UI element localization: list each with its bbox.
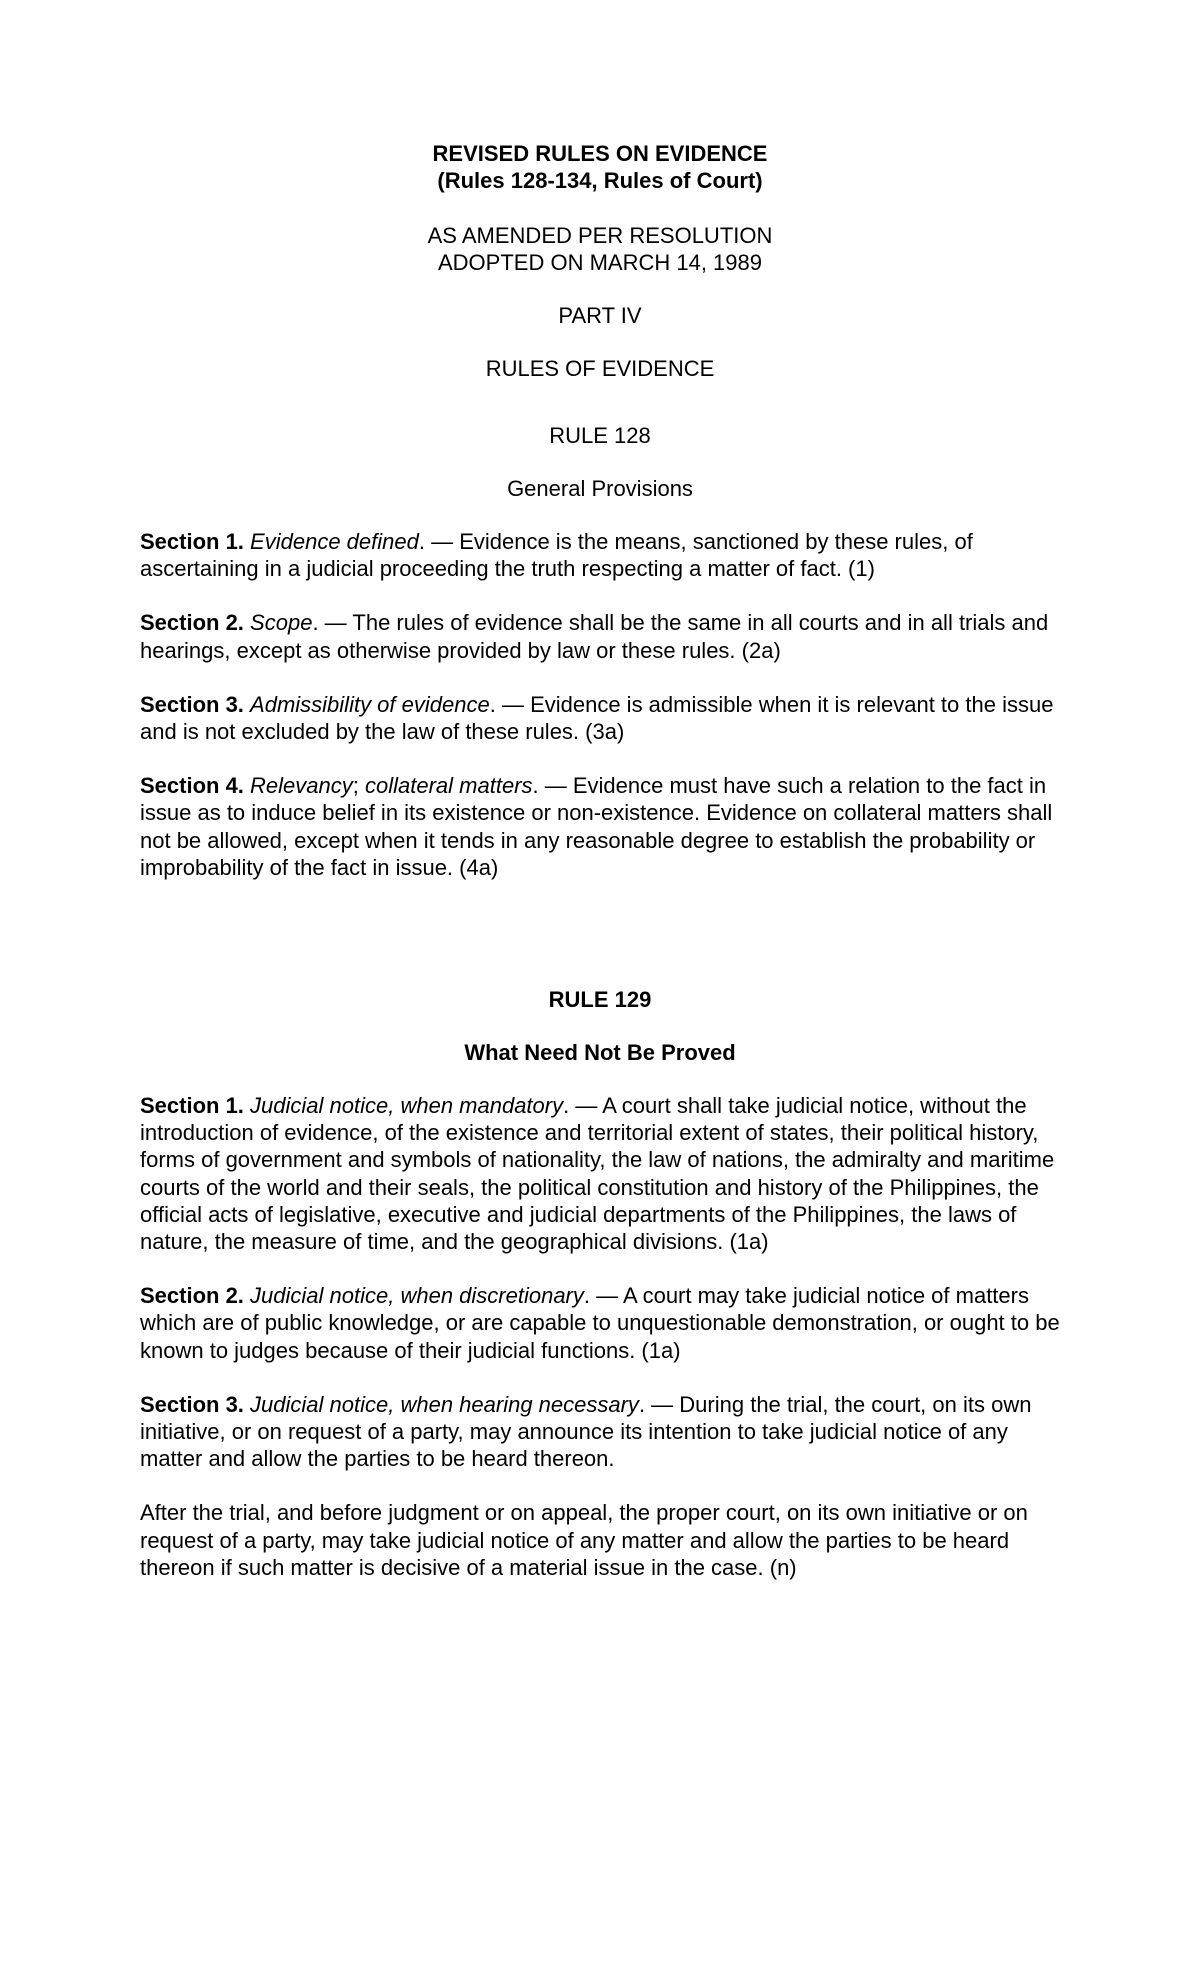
rule-128-section-3 — [140, 691, 1060, 745]
section-title: Scope — [250, 610, 313, 636]
rule-128-section-4 — [140, 772, 1060, 881]
section-dash: . — — [638, 1391, 680, 1417]
section-dash: . — — [563, 1093, 603, 1119]
section-title: Judicial notice, when mandatory — [250, 1093, 564, 1119]
section-title: Admissibility of evidence — [250, 691, 490, 717]
amendment-note — [140, 222, 1060, 276]
section-title: Judicial notice, when discretionary — [250, 1283, 584, 1309]
section-title: Judicial notice, when hearing necessary — [250, 1391, 639, 1417]
section-number: Section 4. — [140, 773, 244, 799]
rule-129-subheading: What Need Not Be Proved — [464, 1040, 736, 1066]
section-body: During the trial, the court, on its own initiative, or on request of a party, may announce its intention to take judicial notice of any matter and allow the parties to be heard thereon. — [140, 1391, 1032, 1472]
section-body: Evidence is the means, sanctioned by these rules, of ascertaining in a judicial proceeding the truth respecting a matter of fact. (1) — [140, 529, 973, 582]
rule-128-sections — [140, 528, 1060, 881]
rule-129-section-3 — [140, 1391, 1060, 1473]
section-number: Section 1. — [140, 1093, 244, 1119]
section-title-2: collateral matters — [365, 773, 533, 799]
title-line-1: REVISED RULES ON EVIDENCE — [432, 141, 768, 166]
part-title: RULES OF EVIDENCE — [485, 356, 715, 381]
rule-128-heading: RULE 128 — [549, 423, 651, 448]
section-body: A court may take judicial notice of matters which are of public knowledge, or are capable to unquestionable demonstration, or ought to be known to judges because of their judicial functions. (1a) — [140, 1283, 1060, 1363]
rule-128-subheading: General Provisions — [507, 476, 693, 501]
section-number: Section 2. — [140, 1283, 244, 1309]
amended-line-1: AS AMENDED PER RESOLUTION — [427, 223, 773, 248]
document-title — [140, 140, 1060, 194]
title-line-2: (Rules 128-134, Rules of Court) — [437, 168, 763, 193]
section-dash: . — — [312, 610, 353, 636]
section-dash: . — — [583, 1283, 624, 1309]
rule-129-heading: RULE 129 — [548, 987, 652, 1013]
amended-line-2: ADOPTED ON MARCH 14, 1989 — [438, 250, 762, 275]
section-spacer — [140, 881, 1060, 986]
section-number: Section 3. — [140, 1391, 244, 1417]
rule-129-closing-paragraph: After the trial, and before judgment or on appeal, the proper court, on its own initiative or on request of a party, may take judicial notice of any matter and allow the parties to be heard thereon if such matter is decisive of a material issue in the case. (n) — [140, 1500, 1028, 1580]
section-body: A court shall take judicial notice, without the introduction of evidence, of the existence and territorial extent of states, their political history, forms of government and symbols of nationality, the law of nations, the admiralty and maritime courts of the world and their seals, the political constitution and history of the Philippines, the official acts of legislative, executive and judicial departments of the Philippines, the laws of nature, the measure of time, and the geographical divisions. (1a) — [140, 1093, 1055, 1255]
section-dash: . — — [489, 691, 531, 717]
section-number: Section 2. — [140, 610, 244, 636]
section-body: The rules of evidence shall be the same in all courts and in all trials and hearings, except as otherwise provided by law or these rules. (2a) — [140, 610, 1049, 663]
rule-129-section-2 — [140, 1282, 1060, 1364]
section-body: Evidence is admissible when it is relevant to the issue and is not excluded by the law of these rules. (3a) — [140, 691, 1054, 745]
rule-129-section-1 — [140, 1092, 1060, 1255]
section-title: Relevancy — [250, 773, 353, 799]
rule-128-section-2 — [140, 609, 1060, 663]
section-dash: . — — [532, 773, 573, 799]
section-title-separator: ; — [352, 773, 365, 799]
rule-128-section-1 — [140, 528, 1060, 582]
rule-129-sections — [140, 1092, 1060, 1581]
section-body: Evidence must have such a relation to the fact in issue as to induce belief in its existence or non-existence. Evidence on collateral matters shall not be allowed, except when it tends in any reasonable degree to establish the probability or improbability of the fact in issue. (4a) — [140, 773, 1053, 880]
section-title: Evidence defined — [250, 529, 419, 554]
part-heading: PART IV — [558, 303, 642, 328]
section-dash: . — — [418, 529, 460, 554]
section-number: Section 3. — [140, 691, 244, 717]
section-number: Section 1. — [140, 529, 244, 554]
